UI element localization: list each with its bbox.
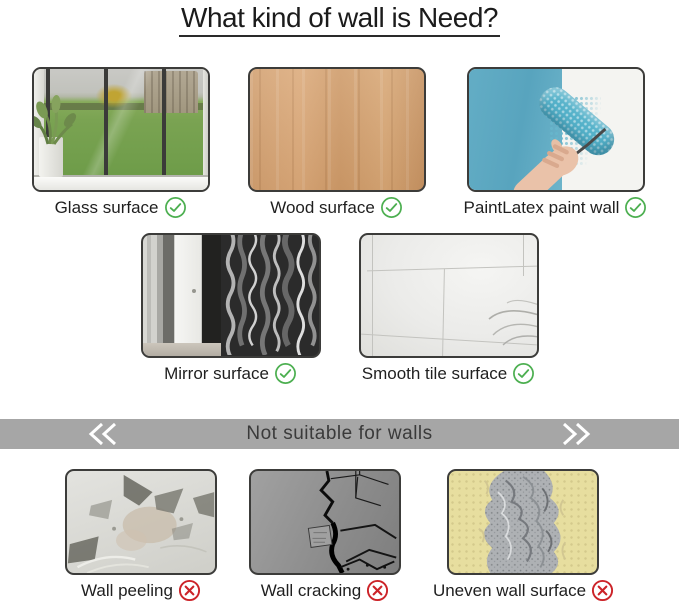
page-title: What kind of wall is Need? (179, 2, 500, 37)
uneven-wall-image (447, 469, 599, 575)
window-sill (34, 175, 208, 190)
surface-label: Wood surface (270, 197, 375, 217)
hand-and-handle (469, 69, 643, 190)
surface-label: Glass surface (54, 197, 159, 217)
surface-label: Smooth tile surface (361, 363, 508, 383)
surface-caption (362, 362, 536, 385)
check-icon (164, 196, 187, 219)
unsuitable-surfaces-row (0, 469, 679, 602)
suitable-surfaces-row-2 (0, 233, 679, 385)
potted-plant (34, 94, 82, 146)
check-icon (274, 362, 297, 385)
banner-title: Not suitable for walls (246, 423, 433, 445)
window-mullion (162, 69, 166, 175)
peeling-flakes (67, 471, 215, 573)
tile-surface-image (359, 233, 539, 358)
surface-caption (270, 196, 403, 219)
surface-label: Wall peeling (80, 580, 173, 600)
tile-joint (523, 235, 524, 276)
dark-wall (202, 235, 221, 356)
mirror-surface-image (141, 233, 321, 358)
check-icon (380, 196, 403, 219)
crack-lines (251, 471, 399, 573)
check-icon (512, 362, 535, 385)
rough-concrete-band (449, 471, 597, 573)
surface-caption (55, 196, 187, 219)
title-wrap (0, 0, 679, 37)
surface-card-tile (359, 233, 539, 385)
wall-cracking-image (249, 469, 401, 575)
wood-surface-image (248, 67, 426, 192)
tile-joint (442, 269, 445, 356)
cross-icon (366, 579, 389, 602)
tile-joint (367, 265, 537, 271)
metal-panel (143, 235, 163, 356)
surface-card-glass (32, 67, 210, 219)
surface-card-mirror (141, 233, 321, 385)
white-door (174, 235, 202, 350)
suitable-surfaces-row-1 (0, 67, 679, 219)
wall-strip (163, 235, 174, 356)
cross-icon (591, 579, 614, 602)
surface-card-peeling (65, 469, 217, 602)
hall-floor (143, 343, 221, 356)
surface-label: Wall cracking (260, 580, 362, 600)
check-icon (624, 196, 647, 219)
surface-card-cracking (249, 469, 401, 602)
window-frame (203, 69, 208, 175)
not-suitable-banner (0, 419, 679, 449)
surface-label: PaintLatex paint wall (463, 197, 620, 217)
surface-card-paint (464, 67, 648, 219)
leaf-shadows (447, 287, 537, 347)
surface-caption (464, 196, 648, 219)
surface-caption (433, 579, 614, 602)
surface-card-uneven (433, 469, 614, 602)
surface-card-wood (248, 67, 426, 219)
tile-joint (372, 235, 373, 356)
surface-caption (261, 579, 389, 602)
wall-peeling-image (65, 469, 217, 575)
left-chevrons-icon (86, 422, 122, 446)
paint-wall-image (467, 67, 645, 192)
glass-surface-image (32, 67, 210, 192)
mirror-ripples (221, 235, 319, 355)
surface-label: Uneven wall surface (432, 580, 587, 600)
surface-caption (81, 579, 201, 602)
right-chevrons-icon (557, 422, 593, 446)
surface-caption (164, 362, 297, 385)
surface-label: Mirror surface (164, 363, 269, 383)
door-knob (192, 289, 196, 293)
cross-icon (178, 579, 201, 602)
window-mullion (104, 69, 108, 175)
